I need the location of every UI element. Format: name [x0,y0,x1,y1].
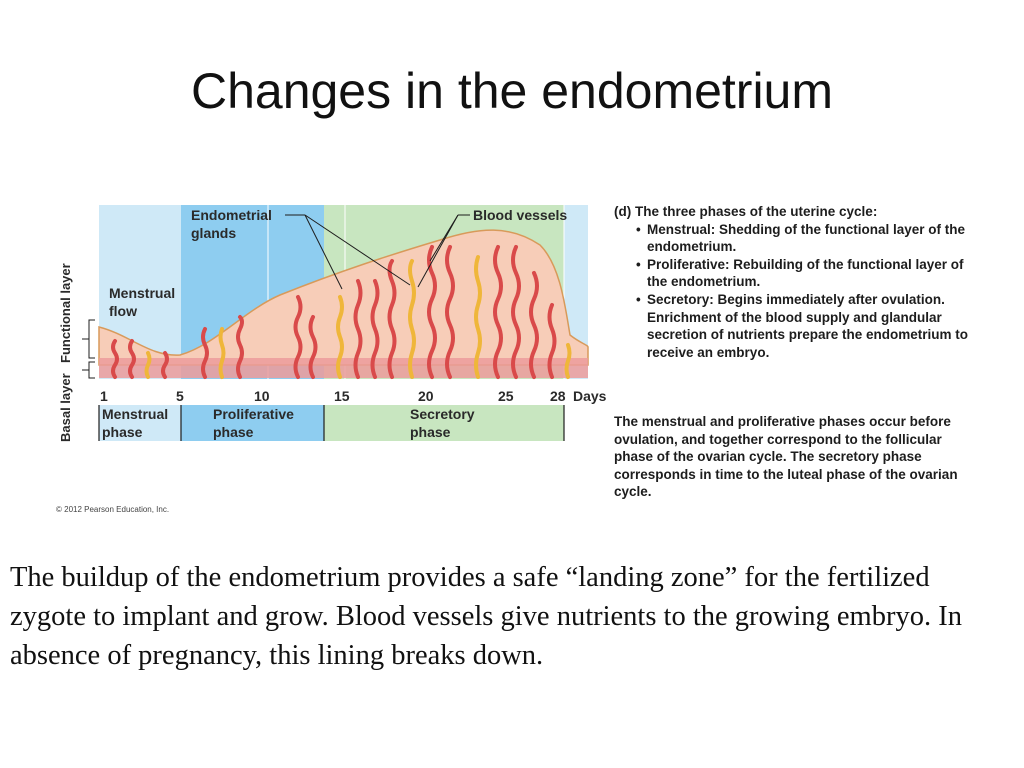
flow-label-line2: flow [109,303,137,319]
glands-label: Endometrial [191,207,272,223]
basal-layer-label: Basal layer [58,373,73,442]
secretory-phase-label-line2: phase [410,424,451,440]
proliferative-phase-label-line2: phase [213,424,254,440]
phase-list-item: • Menstrual: Shedding of the functional layer of the endometrium. [636,221,984,256]
slide-body-text: The buildup of the endometrium provides a safe “landing zone” for the fertilized zygote to implant and grow. Blood vessels give nutrients to the growing embryo. In absence of pregnancy, this lining breaks down. [10,562,962,671]
day-tick-label: 20 [418,388,434,404]
day-tick-label: 25 [498,388,514,404]
slide-title: Changes in the endometrium [190,63,834,119]
menstrual-phase-label-line2: phase [102,424,143,440]
day-axis [100,388,607,404]
day-tick-label: 5 [176,388,184,404]
day-tick-label: 28 [550,388,566,404]
phase-list-item: • Secretory: Begins immediately after ovulation. Enrichment of the blood supply and glandular secretion of nutrients prepare the endometrium to receive an embryo. [636,291,984,361]
days-unit-label: Days [573,388,607,404]
basal-bracket [89,362,95,378]
phase-list-item: • Proliferative: Rebuilding of the functional layer of the endometrium. [636,256,984,291]
summary-heading: (d) The three phases of the uterine cycle: [614,204,878,219]
functional-bracket [89,320,95,358]
copyright-notice: © 2012 Pearson Education, Inc. [56,505,170,514]
proliferative-phase-label: Proliferative [213,406,294,422]
day-tick-label: 10 [254,388,270,404]
day-tick-label: 15 [334,388,350,404]
uterine-cycle-summary [614,203,984,361]
vessels-label: Blood vessels [473,207,568,223]
secretory-phase-label: Secretory [410,406,475,422]
uterine-cycle-figure [40,195,980,525]
ovarian-correspondence-note: The menstrual and proliferative phases occur before ovulation, and together correspond to the follicular phase of the ovarian cycle. The secretory phase corresponds in time to the luteal phase of the ovarian cycle. [614,414,958,500]
day-tick-label: 1 [100,388,108,404]
endometrium-diagram [40,195,620,445]
layer-brackets [82,320,95,378]
menstrual-phase-label: Menstrual [102,406,169,422]
functional-layer-label: Functional layer [58,263,73,363]
phase-list [614,221,984,362]
glands-label-line2: glands [191,225,237,241]
flow-label: Menstrual [109,285,176,301]
